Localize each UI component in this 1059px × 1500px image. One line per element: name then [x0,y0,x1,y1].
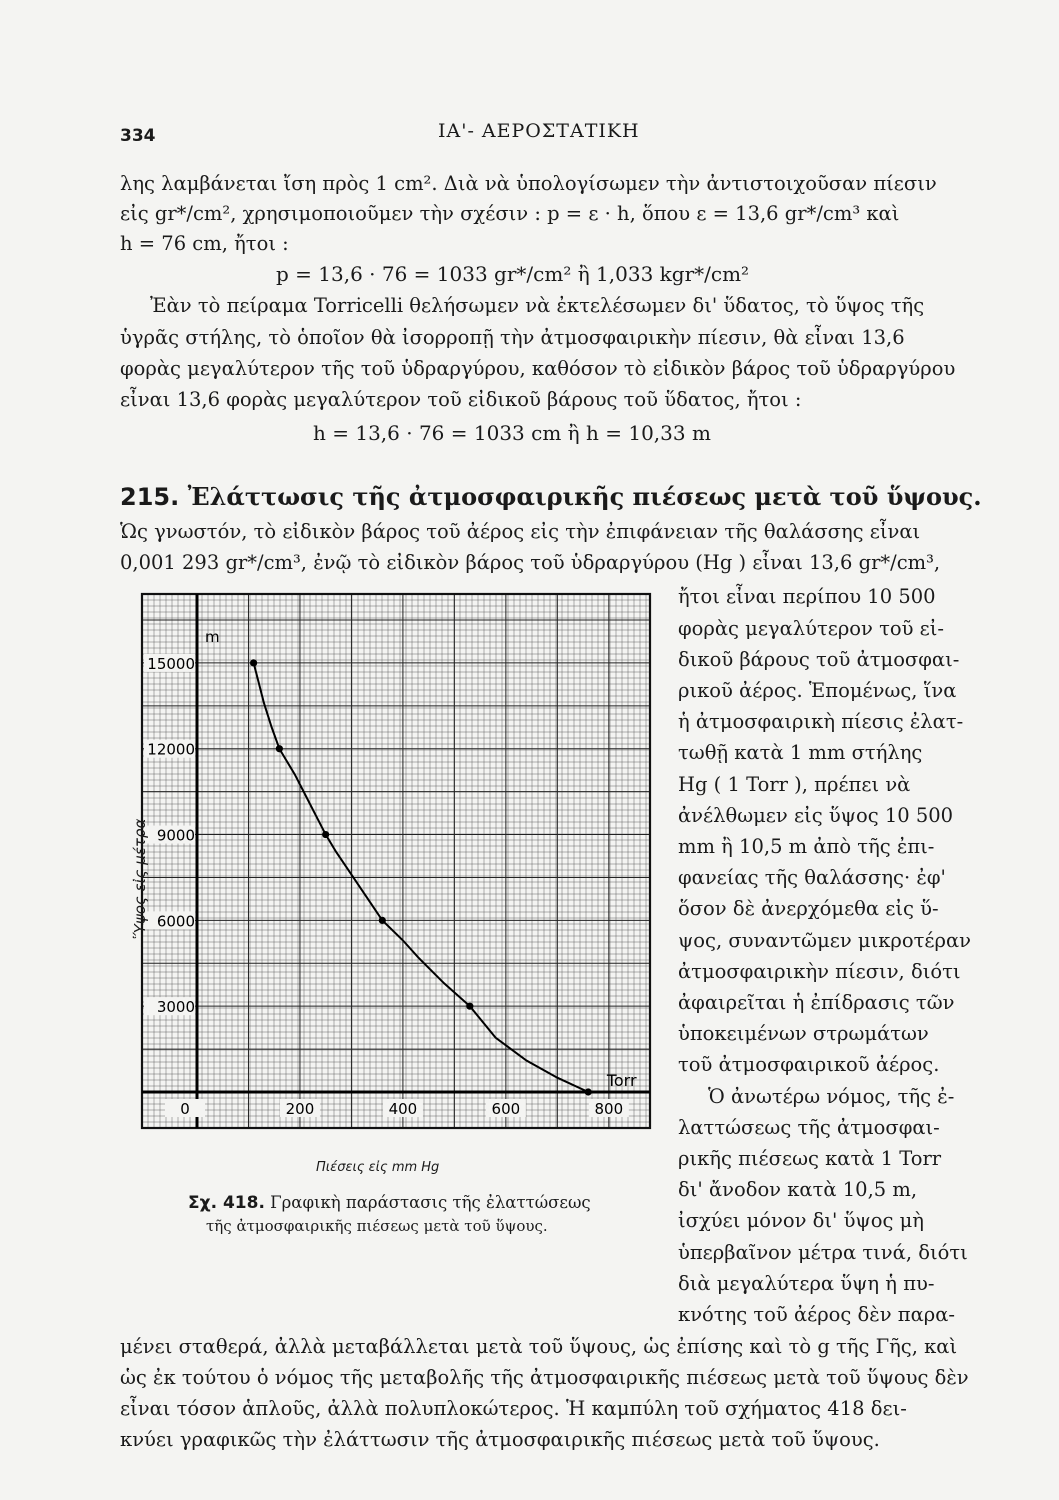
equation-1: p = 13,6 · 76 = 1033 gr*/cm² ἢ 1,033 kgr*/cm² [276,262,750,286]
text-line: 0,001 293 gr*/cm³, ἐνῷ τὸ εἰδικὸν βάρος τοῦ ὑδραργύρου (Hg ) εἶναι 13,6 gr*/cm³, [120,551,941,574]
text-line: λαττώσεως τῆς ἀτμοσφαι- [678,1116,940,1139]
text-line: ἡ ἀτμοσφαιρικὴ πίεσις ἐλατ- [678,710,964,733]
text-line: διὰ μεγαλύτερα ὕψη ἡ πυ- [678,1272,935,1295]
text-line: λης λαμβάνεται ἴση πρὸς 1 cm². Διὰ νὰ ὑπολογίσωμεν τὴν ἀντιστοιχοῦσαν πίεσιν [120,172,937,195]
text-line: ὡς ἐκ τούτου ὁ νόμος τῆς μεταβολῆς τῆς ἀτμοσφαιρικῆς πιέσεως μετὰ τοῦ ὕψους δὲν [120,1366,969,1389]
x-tick-label: 400 [388,1100,418,1118]
data-point [322,831,329,838]
text-line: ἤτοι εἶναι περίπου 10 500 [678,585,936,608]
data-point [276,745,283,752]
x-axis-title: Πιέσεις εἰς mm Hg [316,1160,440,1175]
text-line: Ὡς γνωστόν, τὸ εἰδικὸν βάρος τοῦ ἀέρος εἰς τὴν ἐπιφάνειαν τῆς θαλάσσης εἶναι [120,520,921,543]
text-line: ἰσχύει μόνον δι' ὕψος μὴ [678,1209,924,1232]
text-line: ρικῆς πιέσεως κατὰ 1 Torr [678,1147,942,1170]
text-line: κνότης τοῦ ἀέρος δὲν παρα- [678,1303,956,1326]
figure-caption-b: τῆς ἀτμοσφαιρικῆς πιέσεως μετὰ τοῦ ὕψους. [206,1217,548,1235]
text-line: ὑποκειμένων στρωμάτων [678,1022,929,1045]
text-line: εἰς gr*/cm², χρησιμοποιοῦμεν τὴν σχέσιν : p = ε · h, ὅπου ε = 13,6 gr*/cm³ καὶ [120,202,900,225]
y-tick-label: 6000 [156,912,195,931]
text-line: δι' ἄνοδον κατὰ 10,5 m, [678,1178,918,1201]
text-line: τοῦ ἀτμοσφαιρικοῦ ἀέρος. [678,1053,940,1076]
running-title: ΙΑ'- ΑΕΡΟΣΤΑΤΙΚΗ [438,120,640,142]
text-line: εἶναι τόσον ἁπλοῦς, ἀλλὰ πολυπλοκώτερος. Ἡ καμπύλη τοῦ σχήματος 418 δει- [120,1397,907,1420]
section-number: 215. [120,483,180,511]
data-point [379,917,386,924]
data-point [585,1088,592,1095]
figure-label: Σχ. 418. [188,1193,265,1213]
equation-2: h = 13,6 · 76 = 1033 cm ἢ h = 10,33 m [313,421,711,445]
text-line: δικοῦ βάρους τοῦ ἀτμοσφαι- [678,648,960,671]
section-heading [120,482,982,511]
y-tick-label: 15000 [147,654,195,673]
text-line: εἶναι 13,6 φορὰς μεγαλύτερον τοῦ εἰδικοῦ βάρους τοῦ ὕδατος, ἤτοι : [120,388,802,411]
text-line: φορὰς μεγαλύτερον τῆς τοῦ ὑδραργύρου, καθόσον τὸ εἰδικὸν βάρος τοῦ ὑδραργύρου [120,357,956,380]
text-line: ὑγρᾶς στήλης, τὸ ὁποῖον θὰ ἰσορροπῇ τὴν ἀτμοσφαιρικὴν πίεσιν, θὰ εἶναι 13,6 [120,326,905,349]
y-tick-label: 12000 [147,740,195,759]
text-line: μένει σταθερά, ἀλλὰ μεταβάλλεται μετὰ τοῦ ὕψους, ὡς ἐπίσης καὶ τὸ g τῆς Γῆς, καὶ [120,1335,958,1358]
text-line: τωθῇ κατὰ 1 mm στήλης [678,741,923,764]
text-line: Ἐὰν τὸ πείραμα Torricelli θελήσωμεν νὰ ἐκτελέσωμεν δι' ὕδατος, τὸ ὕψος τῆς [150,294,925,317]
text-line: ἀφαιρεῖται ἡ ἐπίδρασις τῶν [678,991,955,1014]
x-tick-label: 600 [491,1100,521,1118]
text-line: h = 76 cm, ἤτοι : [120,232,289,255]
figure-caption-a: Γραφικὴ παράστασις τῆς ἐλαττώσεως [270,1193,591,1212]
text-line: ὑπερβαῖνον μέτρα τινά, διότι [678,1241,968,1264]
text-line: ψος, συναντῶμεν μικροτέραν [678,929,971,952]
text-line: Ὁ ἀνωτέρω νόμος, τῆς ἐ- [708,1085,955,1108]
y-tick-label: 9000 [156,826,195,845]
text-line: ἀνέλθωμεν εἰς ὕψος 10 500 [678,804,954,827]
text-line: φορὰς μεγαλύτερον τοῦ εἰ- [678,617,945,640]
text-line: ρικοῦ ἀέρος. Ἑπομένως, ἵνα [678,679,957,702]
text-line: mm ἢ 10,5 m ἀπὸ τῆς ἐπι- [678,835,935,858]
x-unit-label: Torr [606,1071,637,1090]
text-line: ἀτμοσφαιρικὴν πίεσιν, διότι [678,960,961,983]
chart-grid [142,594,650,1128]
x-tick-label: 0 [180,1100,190,1118]
text-line: ὅσον δὲ ἀνερχόμεθα εἰς ὕ- [678,897,939,920]
text-line: φανείας τῆς θαλάσσης· ἐφ' [678,866,946,889]
x-tick-label: 200 [285,1100,315,1118]
page-number: 334 [120,126,156,146]
figure-caption [188,1193,591,1213]
pressure-altitude-chart [120,590,660,1150]
data-point [250,659,257,666]
section-title: Ἐλάττωσις τῆς ἀτμοσφαιρικῆς πιέσεως μετὰ τοῦ ὕψους. [187,482,982,511]
y-unit-label: m [205,628,220,646]
y-tick-label: 3000 [156,998,195,1017]
data-point [466,1003,473,1010]
x-tick-label: 800 [594,1100,624,1118]
y-axis-title: Ὕψος εἰς μέτρα [131,818,149,940]
text-line: κνύει γραφικῶς τὴν ἐλάττωσιν τῆς ἀτμοσφαιρικῆς πιέσεως μετὰ τοῦ ὕψους. [120,1428,880,1451]
text-line: Hg ( 1 Torr ), πρέπει νὰ [678,773,911,796]
